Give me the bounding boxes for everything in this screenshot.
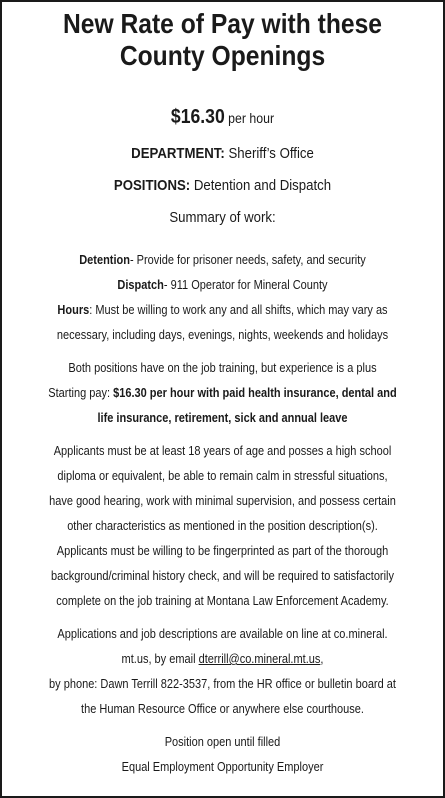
dispatch-label: Dispatch: [117, 278, 164, 292]
positions-line: [41, 176, 404, 196]
detention-text: - Provide for prisoner needs, safety, and security: [129, 253, 366, 267]
position-open-line: Position open until filled: [164, 735, 281, 749]
dispatch-text: - 911 Operator for Mineral County: [163, 278, 328, 292]
pay-amount: $16.30: [170, 106, 225, 128]
requirements-line-6: background/criminal history check, and will be required to satisfactorily: [50, 569, 394, 583]
applications-line-2-prefix: mt.us, by email: [121, 652, 199, 666]
detention-line: [41, 248, 404, 273]
benefits-text: life insurance, retirement, sick and annual leave: [97, 411, 348, 425]
applications-section: [41, 622, 404, 722]
email-link[interactable]: dterrill@co.mineral.mt.us: [198, 652, 321, 666]
starting-pay-label: Starting pay:: [48, 386, 114, 400]
starting-pay-line: [41, 381, 404, 406]
headline: [41, 8, 404, 72]
positions-label: POSITIONS:: [113, 177, 191, 194]
dispatch-line: [41, 273, 404, 298]
applications-line-1: Applications and job descriptions are available on line at co.mineral.: [57, 627, 388, 641]
duties-section: [41, 248, 404, 348]
requirements-line-7: complete on the job training at Montana Law Enforcement Academy.: [56, 594, 389, 608]
detention-label: Detention: [79, 253, 130, 267]
department-line: [41, 144, 404, 164]
hours-line: [41, 298, 404, 323]
positions-value: Detention and Dispatch: [190, 177, 332, 194]
requirements-line-4: other characteristics as mentioned in the position description(s).: [67, 519, 378, 533]
training-line: Both positions have on the job training, but experience is a plus: [68, 361, 377, 375]
eeo-line: Equal Employment Opportunity Employer: [121, 760, 324, 774]
department-label: DEPARTMENT:: [131, 145, 225, 162]
footer-section: [41, 730, 404, 780]
training-section: [41, 356, 404, 431]
starting-pay-benefits: $16.30 per hour with paid health insurance, dental and: [113, 386, 397, 400]
summary-heading: Summary of work:: [169, 209, 276, 226]
hours-line-2: necessary, including days, evenings, nights, weekends and holidays: [56, 328, 389, 342]
requirements-line-3: have good hearing, work with minimal supervision, and possess certain: [49, 494, 396, 508]
benefits-line: [41, 406, 404, 431]
hours-label: Hours: [57, 303, 90, 317]
department-value: Sheriff’s Office: [224, 145, 314, 162]
requirements-section: [41, 439, 404, 614]
pay-rate: [41, 107, 404, 128]
applications-line-2-suffix: ,: [320, 652, 324, 666]
applications-line-3: by phone: Dawn Terrill 822-3537, from the HR office or bulletin board at: [49, 677, 396, 691]
applications-line-2: [41, 647, 404, 672]
headline-line-1: New Rate of Pay with these: [62, 8, 383, 39]
requirements-line-2: diploma or equivalent, be able to remain calm in stressful situations,: [57, 469, 388, 483]
pay-unit: per hour: [224, 110, 275, 126]
applications-line-4: the Human Resource Office or anywhere else courthouse.: [81, 702, 364, 716]
requirements-line-5: Applicants must be willing to be fingerprinted as part of the thorough: [56, 544, 389, 558]
hours-text: : Must be willing to work any and all shifts, which may vary as: [89, 303, 388, 317]
headline-line-2: County Openings: [119, 40, 326, 71]
requirements-line-1: Applicants must be at least 18 years of age and posses a high school: [53, 444, 392, 458]
